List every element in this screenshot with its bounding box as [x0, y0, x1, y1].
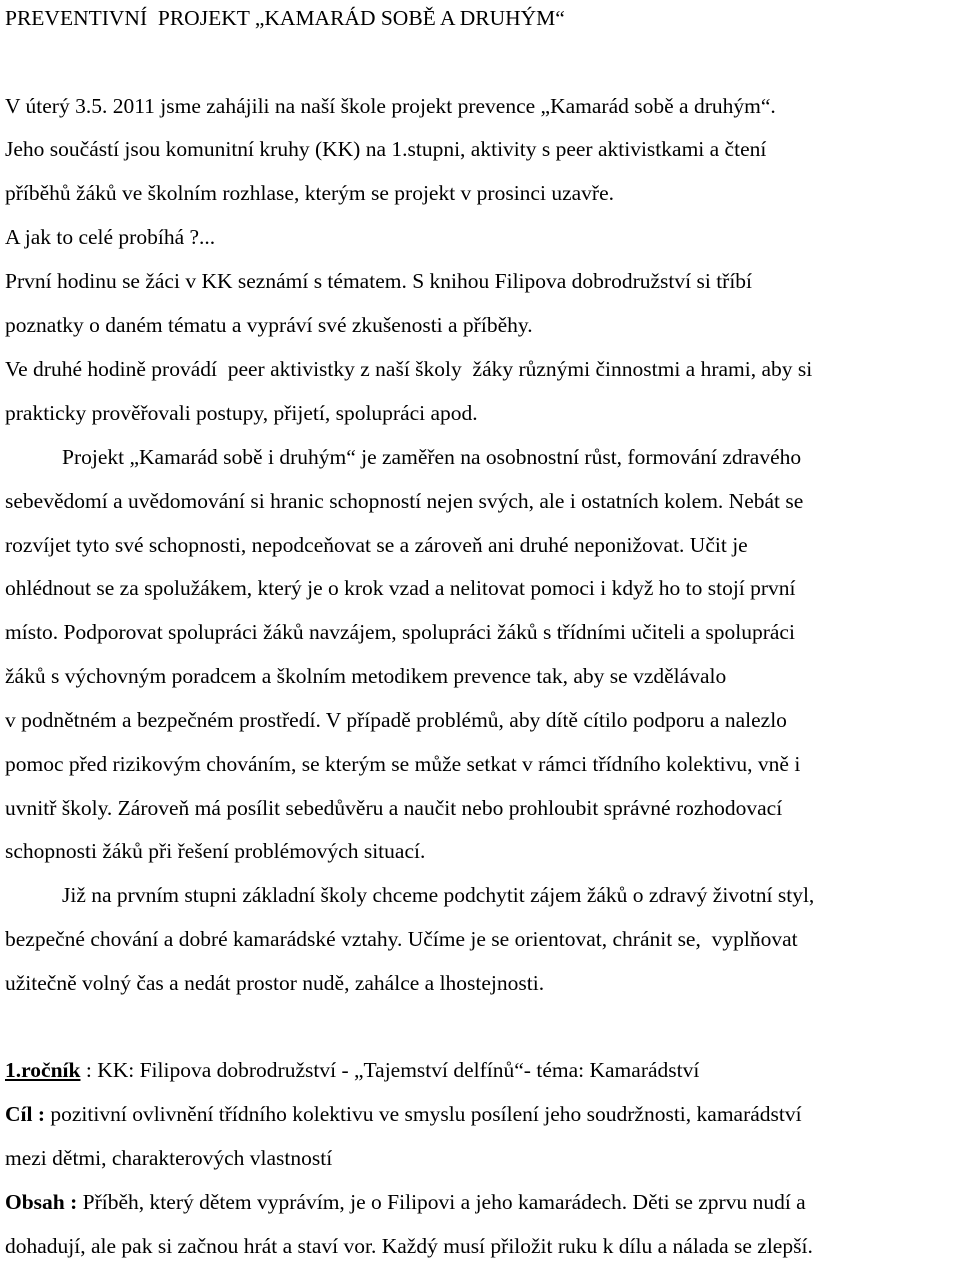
grade-label: 1.ročník — [5, 1058, 81, 1082]
goal-line — [5, 1101, 802, 1127]
intro-line: poznatky o daném tématu a vypráví své zkušenosti a příběhy. — [5, 313, 533, 337]
content-line-continued: dohadují, ale pak si začnou hrát a staví vor. Každý musí přiložit ruku k dílu a nálada se zlepší. — [5, 1234, 813, 1258]
intro-line: Ve druhé hodině provádí peer aktivistky z naší školy žáky různými činnostmi a hrami, aby si — [5, 357, 813, 381]
paragraph-line: v podnětném a bezpečném prostředí. V případě problémů, aby dítě cítilo podporu a nalezlo — [5, 708, 787, 732]
goal-label: Cíl : — [5, 1102, 46, 1126]
goal-line-continued: mezi dětmi, charakterových vlastností — [5, 1146, 333, 1170]
paragraph-line: uvnitř školy. Zároveň má posílit sebedůvěru a naučit nebo prohloubit správné rozhodovací — [5, 796, 783, 820]
content-label: Obsah : — [5, 1190, 78, 1214]
content-text: Příběh, který dětem vyprávím, je o Filipovi a jeho kamarádech. Děti se zprvu nudí a — [77, 1190, 806, 1214]
intro-line: První hodinu se žáci v KK seznámí s tématem. S knihou Filipova dobrodružství si tříbí — [5, 269, 753, 293]
paragraph-line: místo. Podporovat spolupráci žáků navzájem, spolupráci žáků s třídními učiteli a spolupráci — [5, 620, 795, 644]
paragraph-line: rozvíjet tyto své schopnosti, nepodceňovat se a zároveň ani druhé neponižovat. Učit je — [5, 533, 748, 557]
paragraph-line: pomoc před rizikovým chováním, se kterým se může setkat v rámci třídního kolektivu, vně i — [5, 752, 801, 776]
intro-line: prakticky prověřovali postupy, přijetí, spolupráci apod. — [5, 401, 478, 425]
paragraph-line: Již na prvním stupni základní školy chceme podchytit zájem žáků o zdravý životní styl, — [62, 883, 815, 907]
intro-line: příběhů žáků ve školním rozhlase, kterým se projekt v prosinci uzavře. — [5, 181, 614, 205]
grade-topic: : KK: Filipova dobrodružství - „Tajemství delfínů“- téma: Kamarádství — [80, 1058, 700, 1082]
intro-line: A jak to celé probíhá ?... — [5, 225, 216, 249]
goal-text: pozitivní ovlivnění třídního kolektivu ve smyslu posílení jeho soudržnosti, kamarádství — [45, 1102, 802, 1126]
paragraph-line: ohlédnout se za spolužákem, který je o krok vzad a nelitovat pomoci i když ho to stojí první — [5, 576, 796, 600]
paragraph-line: schopnosti žáků při řešení problémových situací. — [5, 839, 426, 863]
paragraph-line: bezpečné chování a dobré kamarádské vztahy. Učíme je se orientovat, chránit se, vyplňovat — [5, 927, 798, 951]
content-line — [5, 1189, 806, 1215]
paragraph-line: žáků s výchovným poradcem a školním metodikem prevence tak, aby se vzdělávalo — [5, 664, 727, 688]
paragraph-line: sebevědomí a uvědomování si hranic schopností nejen svých, ale i ostatních kolem. Nebát se — [5, 489, 804, 513]
intro-line: V úterý 3.5. 2011 jsme zahájili na naší škole projekt prevence „Kamarád sobě a druhým“. — [5, 94, 776, 118]
paragraph-line: Projekt „Kamarád sobě i druhým“ je zaměřen na osobnostní růst, formování zdravého — [62, 445, 802, 469]
document-title: PREVENTIVNÍ PROJEKT „KAMARÁD SOBĚ A DRUHÝM“ — [5, 6, 565, 30]
paragraph-line: užitečně volný čas a nedát prostor nudě, zahálce a lhostejnosti. — [5, 971, 545, 995]
grade-heading — [5, 1057, 699, 1083]
intro-line: Jeho součástí jsou komunitní kruhy (KK) na 1.stupni, aktivity s peer aktivistkami a čtení — [5, 137, 767, 161]
